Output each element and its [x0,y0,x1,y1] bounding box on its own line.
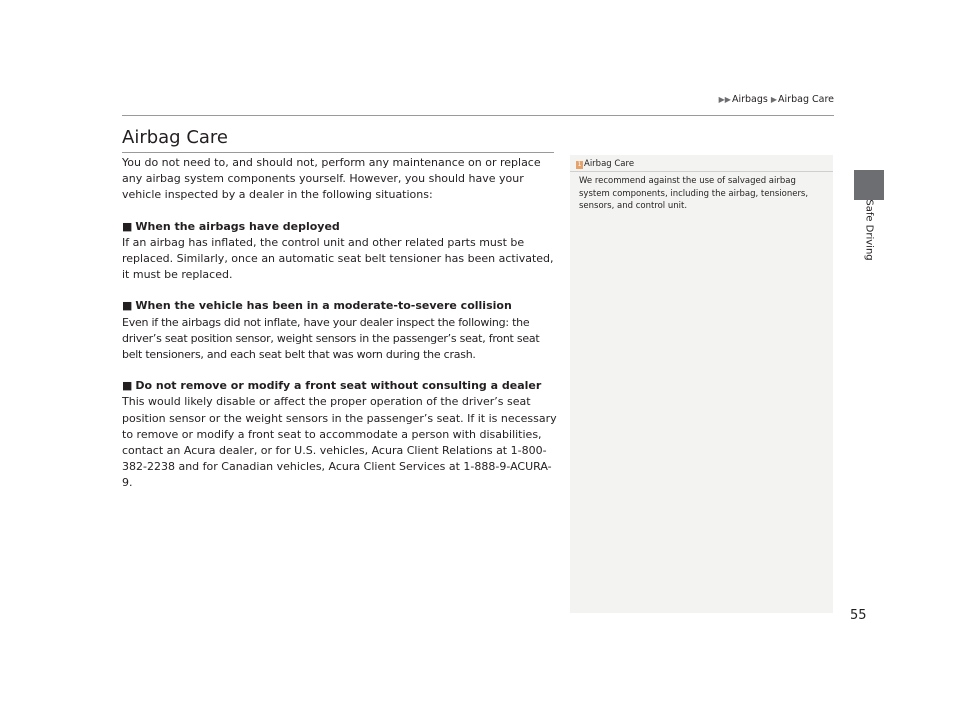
chevron-right-icon: ▶▶ [718,95,731,104]
breadcrumb [680,94,834,105]
square-bullet-icon: ■ [122,379,133,393]
note-divider [570,171,833,172]
page-title: Airbag Care [122,127,228,148]
section-heading-text: When the vehicle has been in a moderate-to-severe collision [135,299,512,313]
section-heading-text: Do not remove or modify a front seat without consulting a dealer [135,379,542,393]
breadcrumb-item-airbags[interactable]: Airbags [731,94,768,105]
section-heading [122,219,558,235]
section-body: If an airbag has inflated, the control unit and other related parts must be replaced. Similarly, once an automatic seat belt tensioner has been activated, it must be replaced. [122,235,554,282]
note-title: Airbag Care [584,159,635,169]
note-heading [576,159,634,169]
square-bullet-icon: ■ [122,299,133,313]
section-heading-text: When the airbags have deployed [135,219,340,233]
page-number: 55 [850,608,867,623]
chevron-right-icon: ▶ [770,95,778,104]
intro-paragraph: You do not need to, and should not, perform any maintenance on or replace any airbag system components yourself. However, you should have your vehicle inspected by a dealer in the following situations: [122,156,541,202]
section-body: Even if the airbags did not inflate, have your dealer inspect the following: the driver’s seat position sensor, weight sensors in the passenger’s seat, front seat belt tensioners, and each seat belt that was worn during the crash. [122,315,540,362]
section-tab-label: Safe Driving [863,199,875,261]
section-heading [122,298,558,314]
section-heading [122,378,558,394]
title-divider [122,152,554,153]
header-divider [122,115,834,116]
main-content [122,155,558,492]
section-body: This would likely disable or affect the proper operation of the driver’s seat position sensor or the weight sensors in the passenger’s seat. If it is necessary to remove or modify a front seat to accommodate a person with disabilities, contact an Acura dealer, or for U.S. vehicles, Acura Client Relations at 1-800-382-2238 and for Canadian vehicles, Acura Client Services at 1-888-9-ACURA-9. [122,395,557,490]
section-tab-marker [854,170,884,200]
breadcrumb-item-airbag-care[interactable]: Airbag Care [778,94,834,105]
reference-marker-icon[interactable]: 1 [577,161,582,168]
note-sidebar [570,155,833,613]
square-bullet-icon: ■ [122,219,133,233]
note-body: We recommend against the use of salvaged airbag system components, including the airbag, tensioners, sensors, and control unit. [579,176,809,212]
